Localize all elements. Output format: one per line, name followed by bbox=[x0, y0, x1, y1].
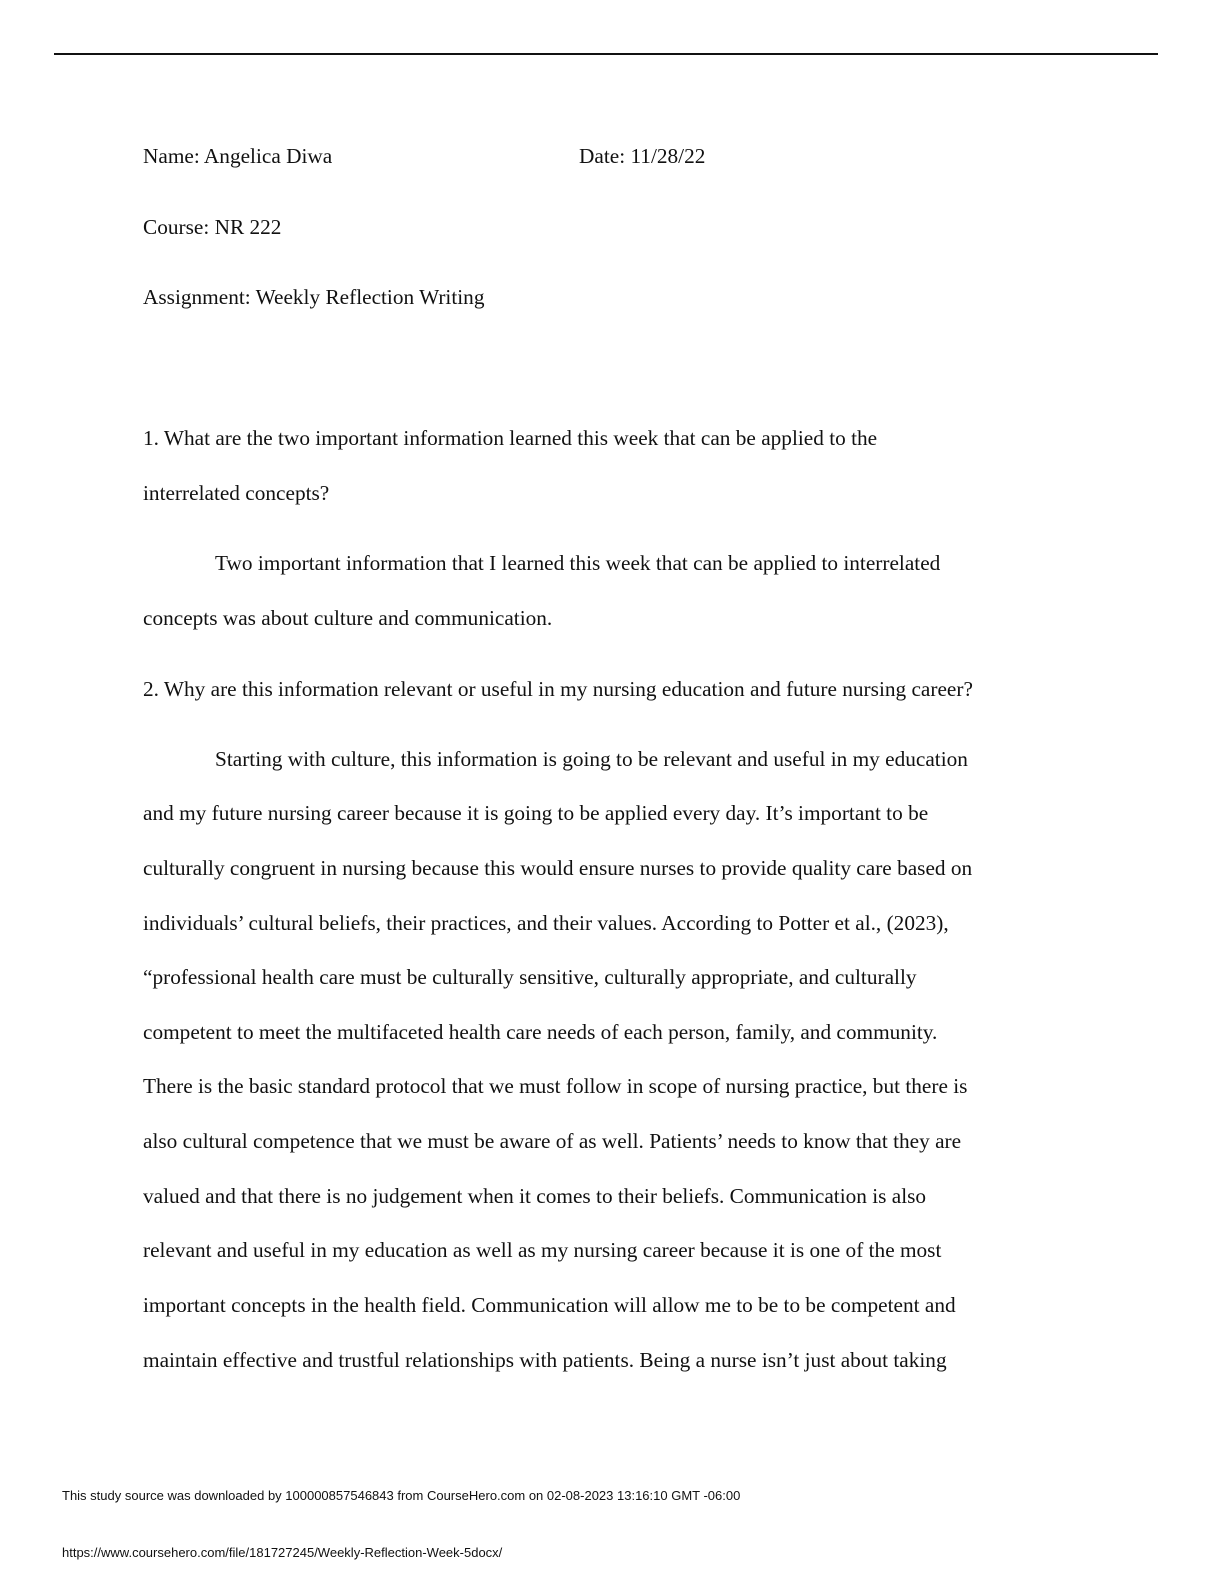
download-notice: This study source was downloaded by 100000857546843 from CourseHero.com on 02-08-2023 13:16:10 GMT -06:00 bbox=[62, 1488, 741, 1503]
source-url-link[interactable]: https://www.coursehero.com/file/181727245/Weekly-Reflection-Week-5docx/ bbox=[62, 1545, 503, 1560]
answer-1-line-1: Two important information that I learned this week that can be applied to interrelated bbox=[215, 551, 941, 575]
student-name: Name: Angelica Diwa bbox=[143, 144, 333, 168]
submission-date: Date: 11/28/22 bbox=[579, 144, 706, 168]
question-1-line-1: 1. What are the two important information learned this week that can be applied to the bbox=[143, 426, 878, 450]
top-rule bbox=[54, 53, 1158, 55]
answer-2-line-10: relevant and useful in my education as well as my nursing career because it is one of the most bbox=[143, 1238, 942, 1262]
question-2-line-1: 2. Why are this information relevant or useful in my nursing education and future nursing career? bbox=[143, 677, 973, 701]
answer-2-line-2: and my future nursing career because it is going to be applied every day. It’s important to be bbox=[143, 801, 929, 825]
answer-1-line-2: concepts was about culture and communication. bbox=[143, 606, 553, 630]
answer-2-line-6: competent to meet the multifaceted health care needs of each person, family, and community. bbox=[143, 1020, 938, 1044]
answer-2-line-4: individuals’ cultural beliefs, their practices, and their values. According to Potter et al., (2023), bbox=[143, 911, 949, 935]
assignment-line: Assignment: Weekly Reflection Writing bbox=[143, 285, 485, 309]
course-line: Course: NR 222 bbox=[143, 215, 282, 239]
question-1-line-2: interrelated concepts? bbox=[143, 481, 330, 505]
answer-2-line-7: There is the basic standard protocol that we must follow in scope of nursing practice, but there is bbox=[143, 1074, 968, 1098]
answer-2-line-5: “professional health care must be culturally sensitive, culturally appropriate, and culturally bbox=[143, 965, 917, 989]
answer-2-line-11: important concepts in the health field. Communication will allow me to be to be competent and bbox=[143, 1293, 956, 1317]
answer-2-line-3: culturally congruent in nursing because this would ensure nurses to provide quality care based on bbox=[143, 856, 973, 880]
answer-2-line-1: Starting with culture, this information is going to be relevant and useful in my education bbox=[215, 747, 968, 771]
answer-2-line-12: maintain effective and trustful relationships with patients. Being a nurse isn’t just about taking bbox=[143, 1348, 947, 1372]
answer-2-line-8: also cultural competence that we must be aware of as well. Patients’ needs to know that they are bbox=[143, 1129, 962, 1153]
answer-2-line-9: valued and that there is no judgement when it comes to their beliefs. Communication is also bbox=[143, 1184, 927, 1208]
